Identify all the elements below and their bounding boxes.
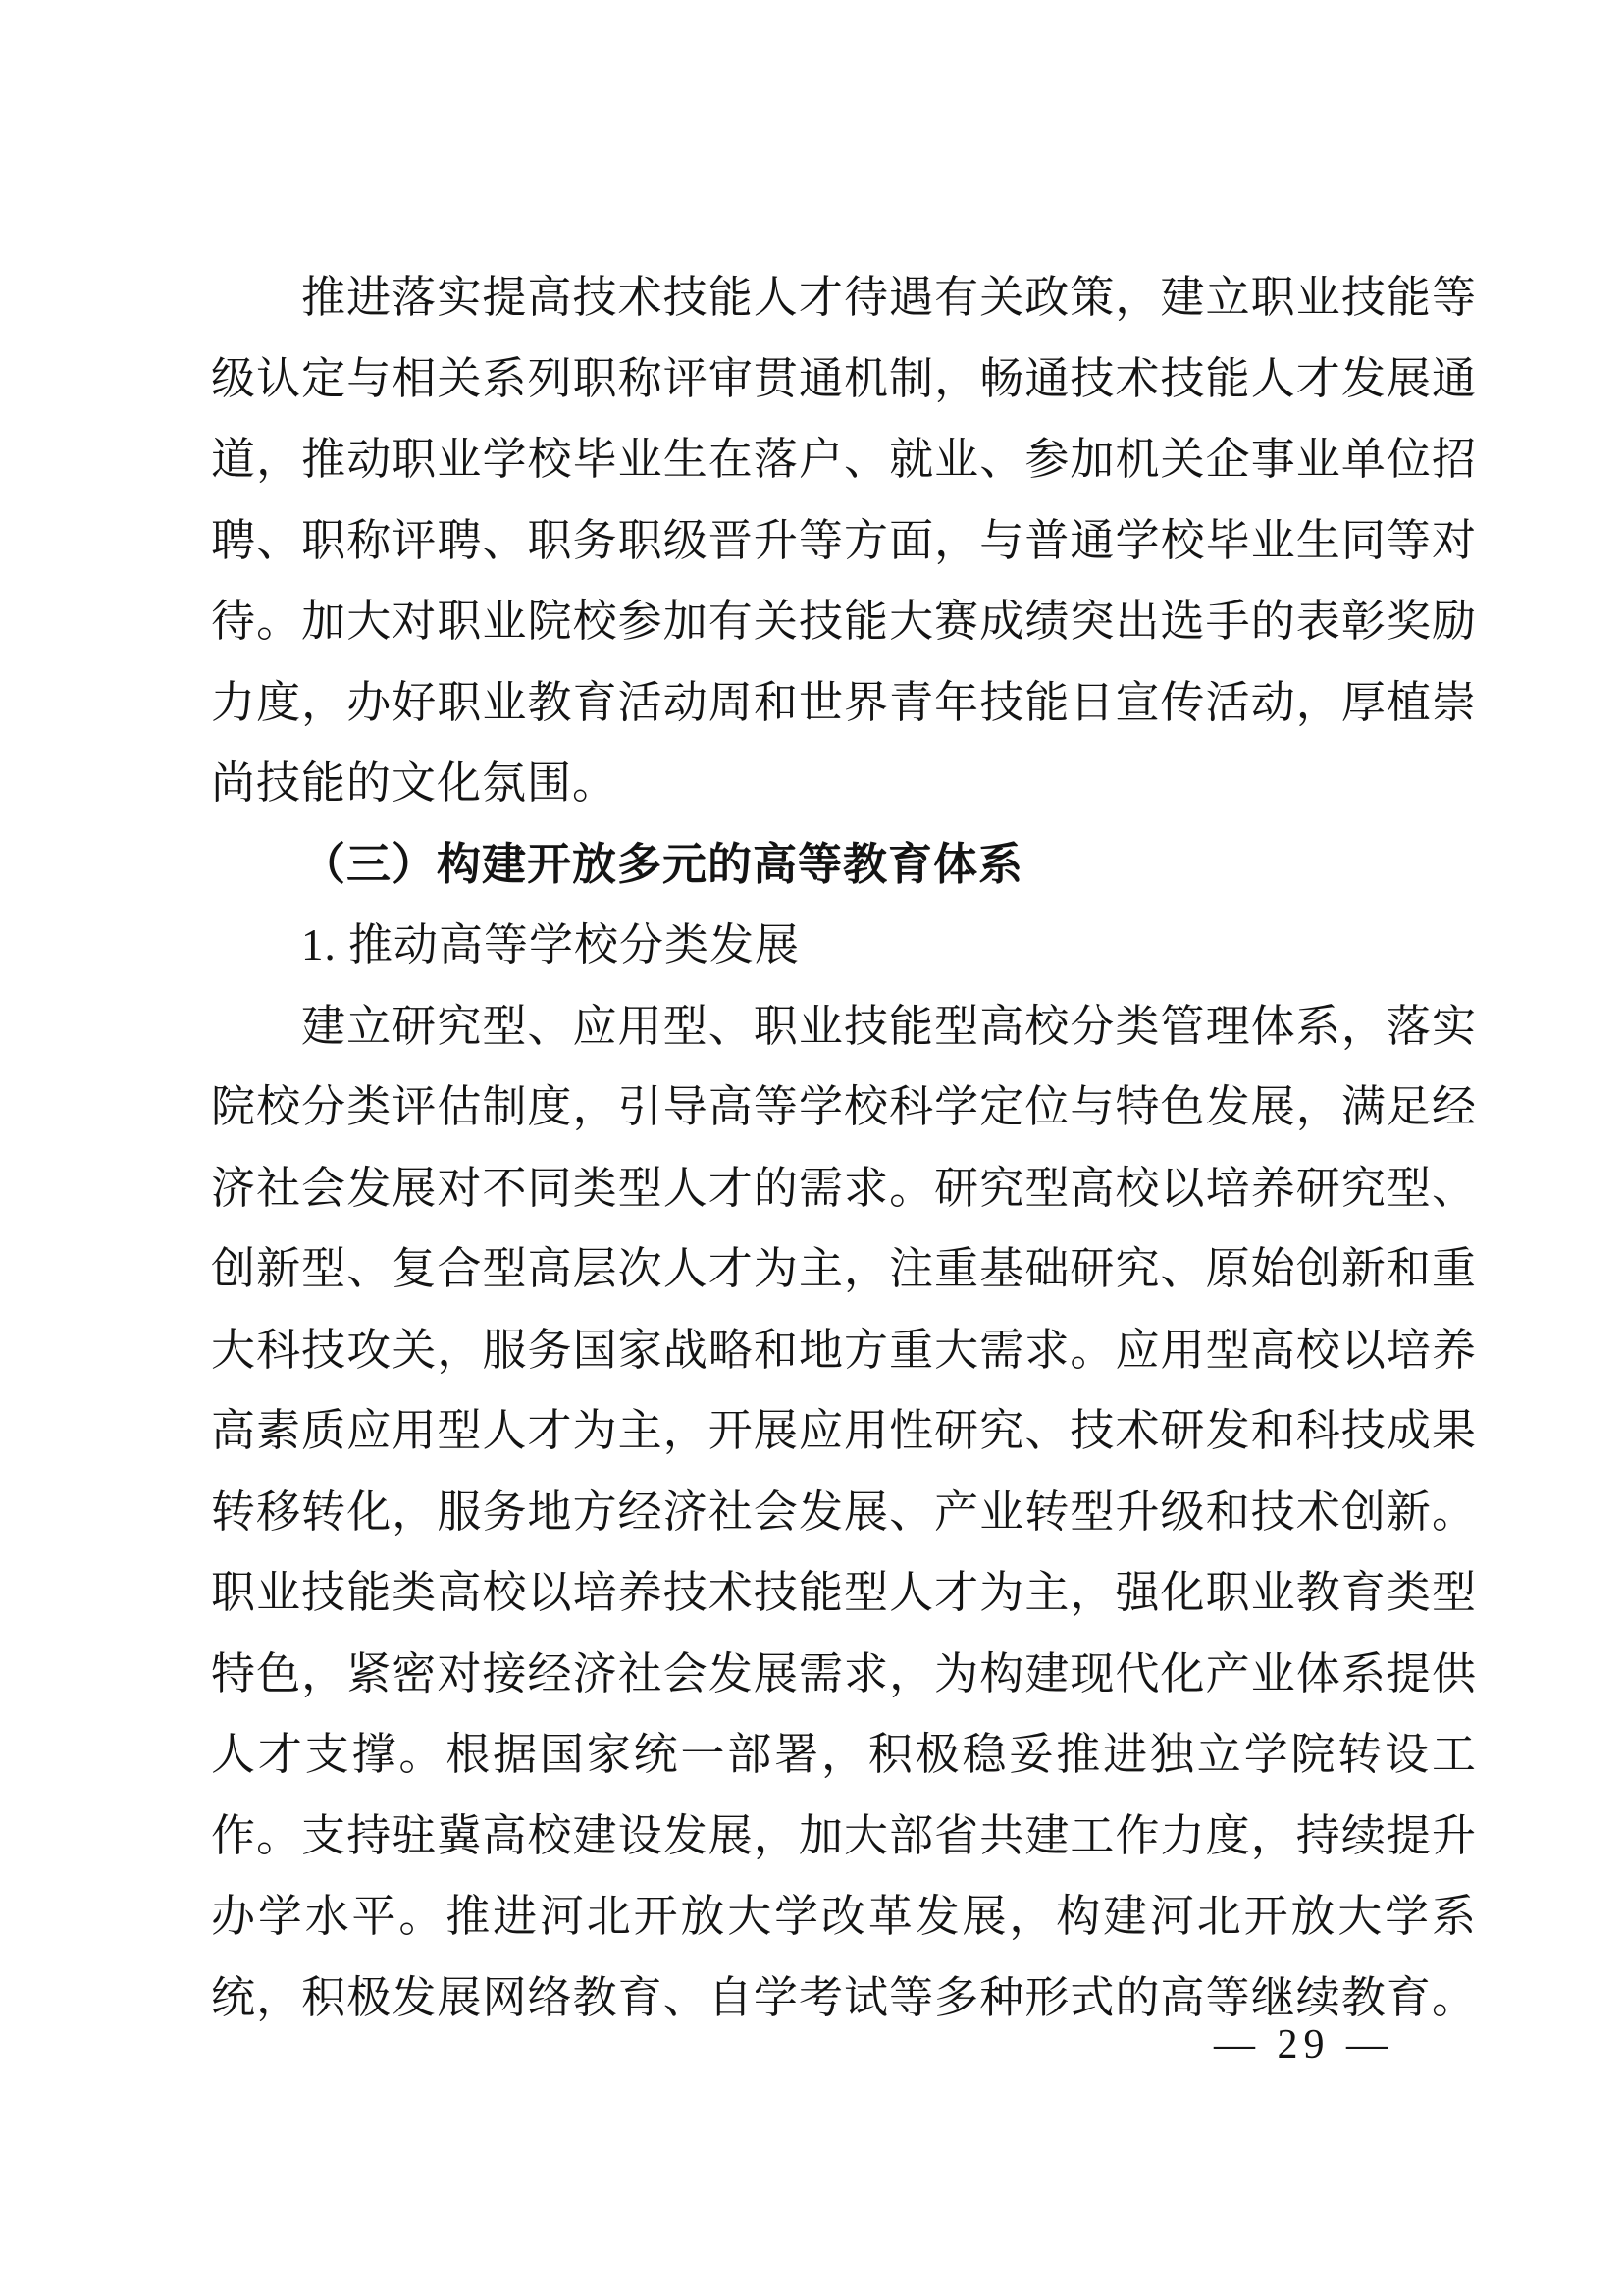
text-line: 高素质应用型人才为主，开展应用性研究、技术研发和科技成果 — [211, 1406, 1477, 1455]
page-number: — 29 — — [1214, 2022, 1393, 2067]
text-line: 特色，紧密对接经济社会发展需求，为构建现代化产业体系提供 — [211, 1648, 1477, 1698]
text-line: 推进落实提高技术技能人才待遇有关政策，建立职业技能等 — [301, 273, 1477, 322]
text-line: 待。加大对职业院校参加有关技能大赛成绩突出选手的表彰奖励 — [211, 597, 1477, 646]
text-line: 创新型、复合型高层次人才为主，注重基础研究、原始创新和重 — [211, 1244, 1477, 1293]
text-line: 职业技能类高校以培养技术技能型人才为主，强化职业教育类型 — [211, 1568, 1477, 1617]
section-heading: （三）构建开放多元的高等教育体系 — [301, 839, 1024, 889]
text-line: 大科技攻关，服务国家战略和地方重大需求。应用型高校以培养 — [211, 1325, 1477, 1375]
text-line: 院校分类评估制度，引导高等学校科学定位与特色发展，满足经 — [211, 1082, 1477, 1131]
text-line: 统，积极发展网络教育、自学考试等多种形式的高等继续教育。 — [211, 1972, 1477, 2022]
text-line: 济社会发展对不同类型人才的需求。研究型高校以培养研究型、 — [211, 1163, 1477, 1213]
document-body — [211, 257, 1477, 2038]
text-line: 级认定与相关系列职称评审贯通机制，畅通技术技能人才发展通 — [211, 353, 1477, 403]
subsection-heading: 1. 推动高等学校分类发展 — [301, 920, 801, 969]
text-line: 聘、职称评聘、职务职级晋升等方面，与普通学校毕业生同等对 — [211, 515, 1477, 565]
text-line: 道，推动职业学校毕业生在落户、就业、参加机关企事业单位招 — [211, 435, 1477, 484]
text-line: 作。支持驻冀高校建设发展，加大部省共建工作力度，持续提升 — [211, 1810, 1477, 1860]
text-line: 力度，办好职业教育活动周和世界青年技能日宣传活动，厚植崇 — [211, 677, 1477, 727]
text-line: 尚技能的文化氛围。 — [211, 758, 618, 808]
text-line: 人才支撑。根据国家统一部署，积极稳妥推进独立学院转设工 — [211, 1730, 1477, 1779]
text-line: 建立研究型、应用型、职业技能型高校分类管理体系，落实 — [301, 1001, 1477, 1051]
text-line: 办学水平。推进河北开放大学改革发展，构建河北开放大学系 — [211, 1892, 1477, 1941]
page-footer — [211, 2019, 1477, 2070]
text-line: 转移转化，服务地方经济社会发展、产业转型升级和技术创新。 — [211, 1487, 1477, 1537]
